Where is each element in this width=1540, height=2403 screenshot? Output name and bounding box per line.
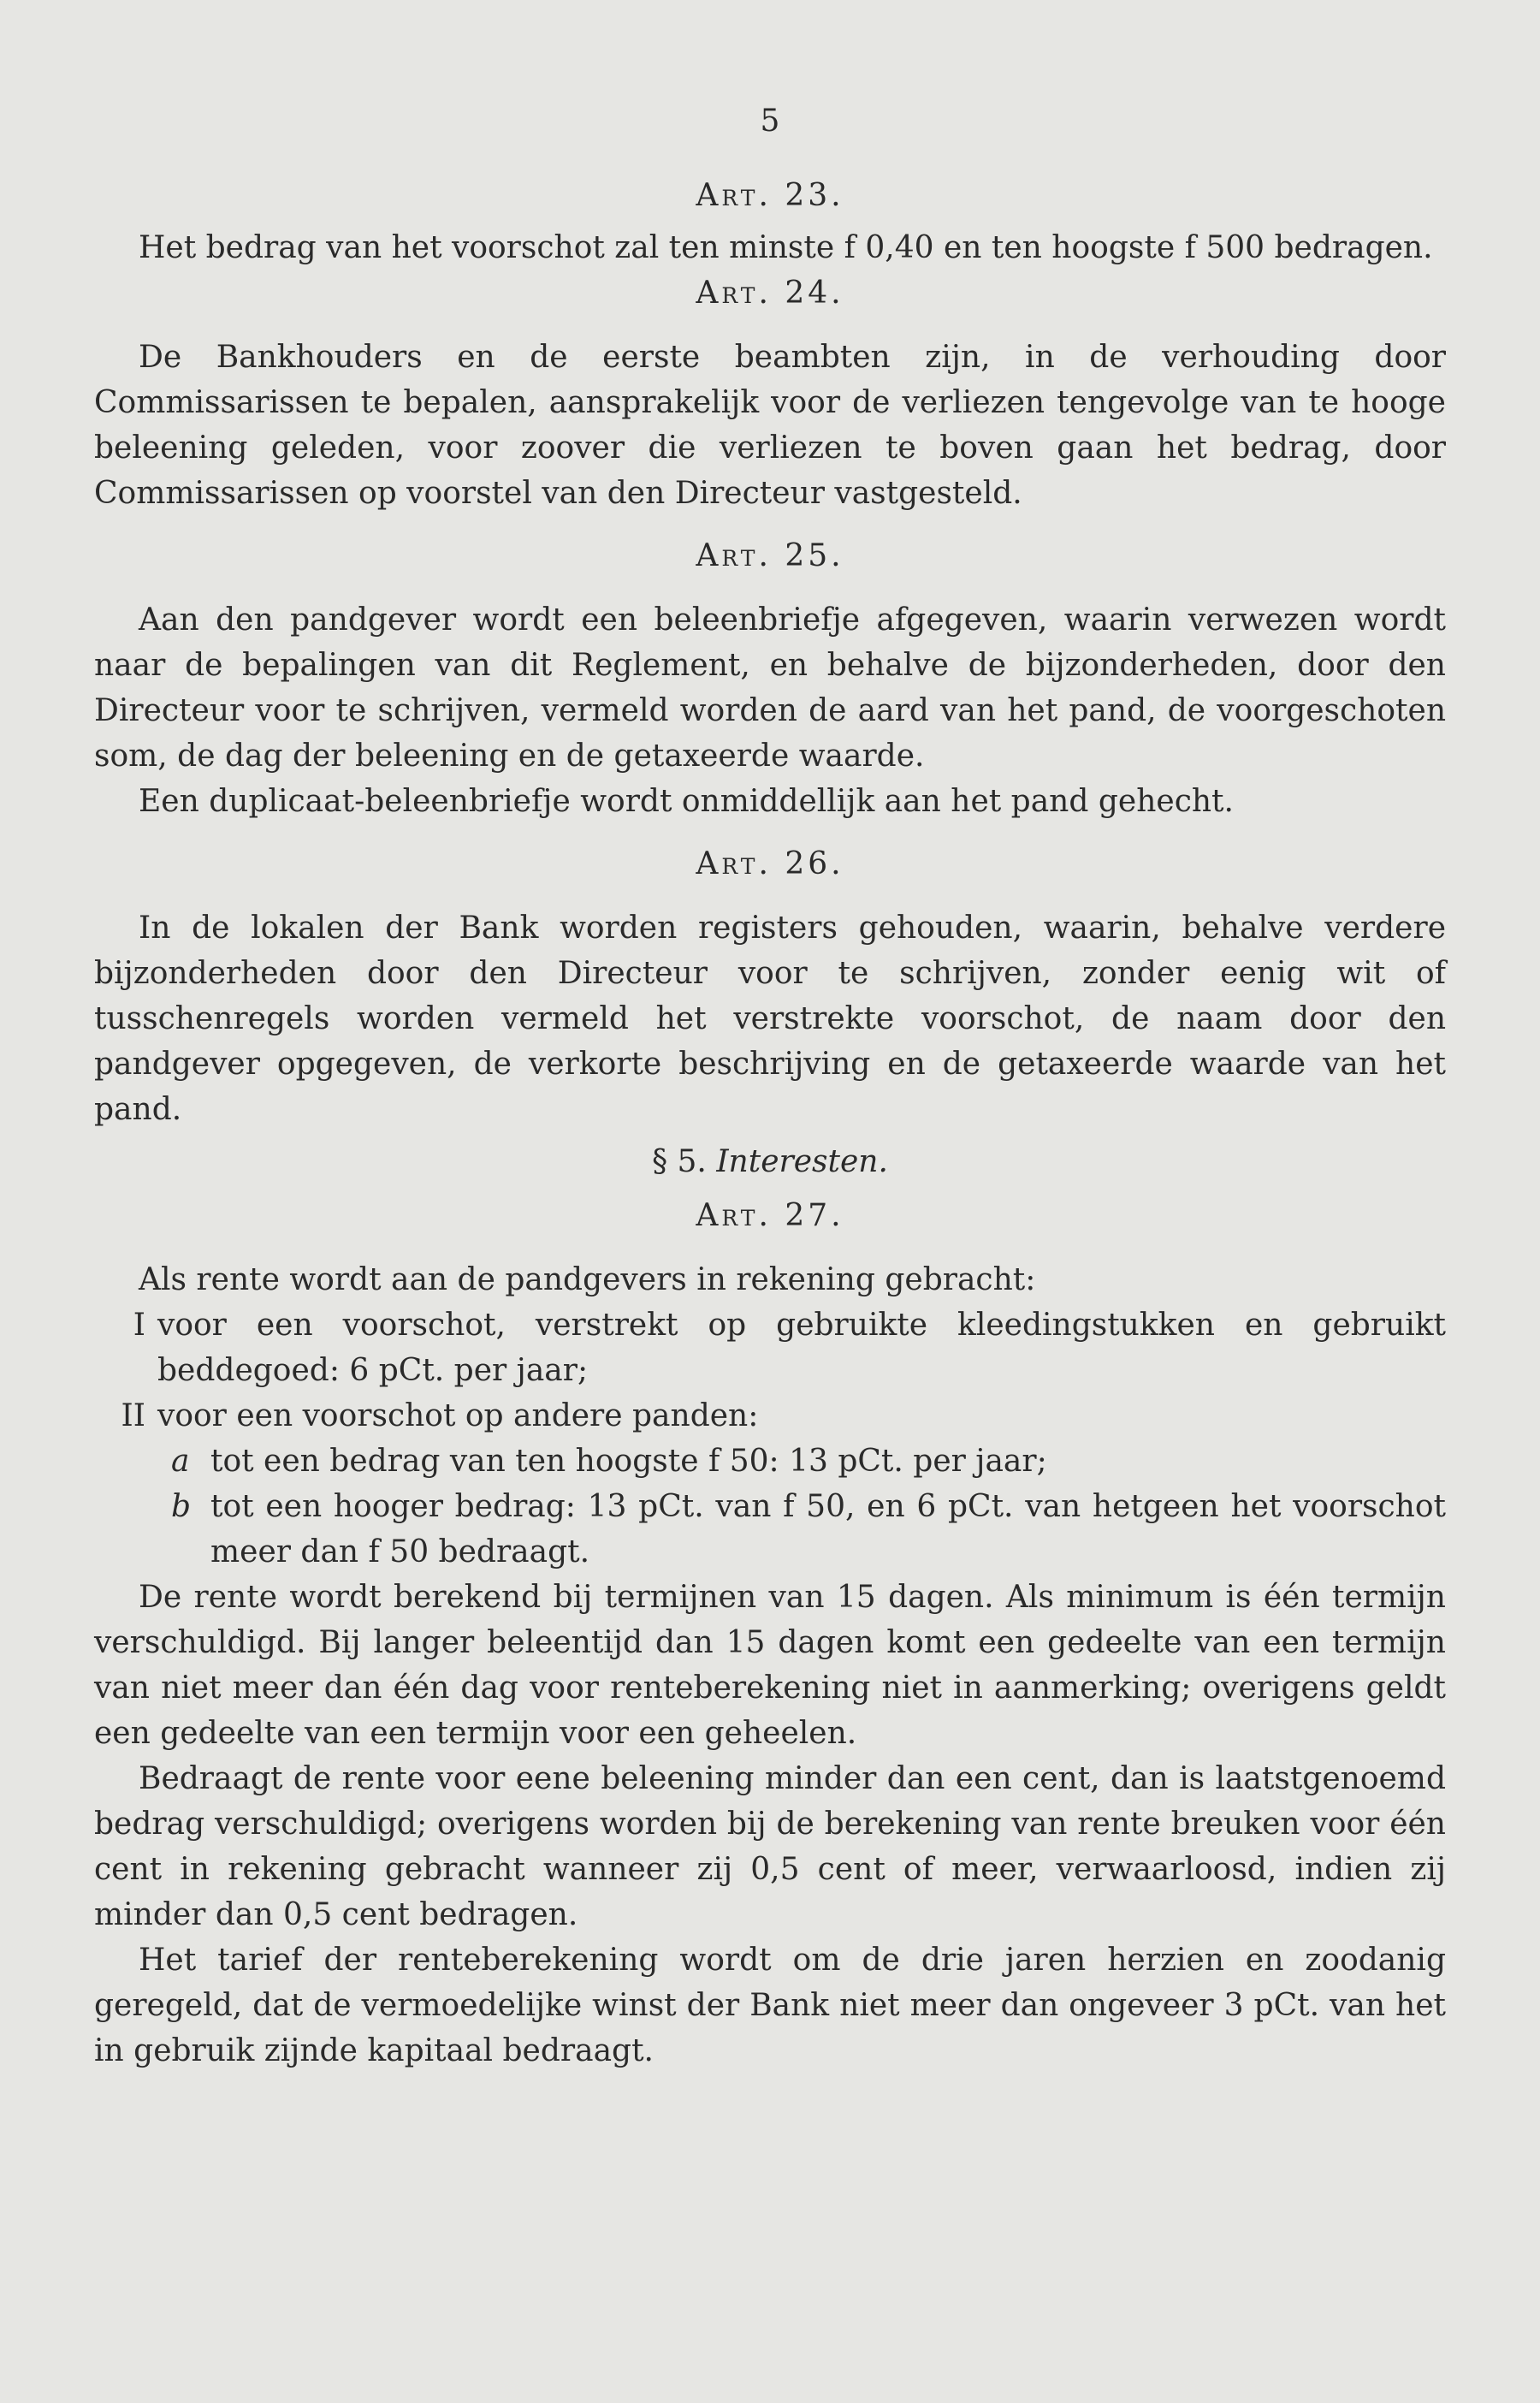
section-number: § 5.	[652, 1144, 707, 1179]
article-27-intro: Als rente wordt aan de pandgevers in rekening gebracht:	[139, 1262, 1036, 1297]
page-number: 5	[760, 104, 780, 139]
sub-list-item-text: tot een bedrag van ten hoogste f 50: 13 pCt. per jaar;	[210, 1444, 1047, 1479]
article-24-text: De Bankhouders en de eerste beambten zijn, in de verhouding door Commissarissen te bepalen, aansprakelijk voor de verliezen tengevolge van te hooge beleening geleden, voor zoover die verliezen te boven gaan het bedrag, door Commissarissen op voorstel van den Directeur vastgesteld.	[94, 340, 1446, 511]
article-26-heading: Art. 26.	[696, 846, 844, 881]
sub-list-item-letter: a	[171, 1444, 190, 1479]
article-27-paragraph-2: Bedraagt de rente voor eene beleening minder dan een cent, dan is laatstgenoemd bedrag verschuldigd; overigens worden bij de berekening van rente breuken voor één cent in rekening gebracht wanneer zij 0,5 cent of meer, verwaarloosd, indien zij minder dan 0,5 cent bedragen.	[94, 1761, 1446, 1932]
list-item	[94, 1302, 1446, 1393]
list-item-text: voor een voorschot op andere panden:	[157, 1398, 759, 1433]
article-26-text: In de lokalen der Bank worden registers gehouden, waarin, behalve verdere bijzonderheden door den Directeur voor te schrijven, zonder eenig wit of tusschenregels worden vermeld het verstrekte voorschot, de naam door den pandgever opgegeven, de verkorte beschrijving en de getaxeerde waarde van het pand.	[94, 911, 1446, 1127]
sub-list-item	[94, 1439, 1446, 1484]
list-item	[94, 1393, 1446, 1439]
sub-list-item-text: tot een hooger bedrag: 13 pCt. van f 50, en 6 pCt. van hetgeen het voorschot meer dan f 50 bedraagt.	[210, 1489, 1446, 1569]
list-item-text: voor een voorschot, verstrekt op gebruikte kleedingstukken en gebruikt beddegoed: 6 pCt. per jaar;	[157, 1308, 1446, 1388]
article-25-heading: Art. 25.	[696, 538, 844, 573]
section-heading	[94, 1139, 1446, 1184]
article-27-paragraph-3: Het tarief der renteberekening wordt om de drie jaren herzien en zoodanig geregeld, dat de vermoedelijke winst der Bank niet meer dan ongeveer 3 pCt. van het in gebruik zijnde kapitaal bedraagt.	[94, 1943, 1446, 2068]
sub-list-item	[94, 1484, 1446, 1575]
document-page	[94, 98, 1446, 2074]
article-25-text: Aan den pandgever wordt een beleenbriefje afgegeven, waarin verwezen wordt naar de bepalingen van dit Reglement, en behalve de bijzonderheden, door den Directeur voor te schrijven, vermeld worden de aard van het pand, de voorgeschoten som, de dag der beleening en de getaxeerde waarde.	[94, 602, 1446, 774]
list-item-number: II	[121, 1398, 145, 1433]
article-23-text: Het bedrag van het voorschot zal ten minste f 0,40 en ten hoogste f 500 bedragen.	[139, 230, 1433, 265]
section-title: Interesten.	[716, 1144, 888, 1179]
list-item-number: I	[133, 1308, 145, 1343]
article-25-text-2: Een duplicaat-beleenbriefje wordt onmiddellijk aan het pand gehecht.	[139, 784, 1234, 819]
article-27-paragraph-1: De rente wordt berekend bij termijnen van 15 dagen. Als minimum is één termijn verschuldigd. Bij langer beleentijd dan 15 dagen komt een gedeelte van een termijn van niet meer dan één dag voor renteberekening niet in aanmerking; overigens geldt een gedeelte van een termijn voor een geheelen.	[94, 1580, 1446, 1751]
article-24-heading: Art. 24.	[696, 276, 844, 311]
sub-list-item-letter: b	[171, 1489, 192, 1524]
article-27-heading: Art. 27.	[696, 1198, 844, 1233]
article-23-heading: Art. 23.	[696, 178, 844, 213]
